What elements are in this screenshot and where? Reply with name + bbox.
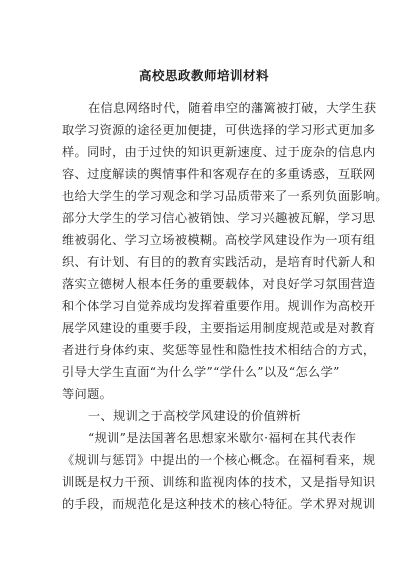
paragraph-line: 引导大学生直面“为什么学”“学什么”以及“怎么学” — [62, 365, 340, 379]
paragraph-line: 取学习资源的途径更加便捷，可供选择的学习形式更加多 — [62, 123, 376, 137]
section-heading: 一、规训之于高校学风建设的价值辨析 — [88, 409, 302, 423]
paragraph-line: 维被弱化、学习立场被模糊。高校学风建设作为一项有组 — [62, 233, 376, 247]
paragraph-line: 训既是权力干预、训练和监视肉体的技术，又是指导知识 — [62, 475, 376, 489]
paragraph-line: 等问题。 — [62, 387, 113, 401]
paragraph-line: 的手段，而规范化是这种技术的核心特征。学术界对规训 — [62, 497, 376, 511]
paragraph-line: 和个体学习自觉养成均发挥着重要作用。规训作为高校开 — [62, 299, 376, 313]
document-title: 高校思政教师培训材料 — [138, 68, 269, 83]
paragraph-line: 在信息网络时代，随着串空的藩篱被打破，大学生获 — [88, 101, 377, 115]
paragraph-line: 者进行身体约束、奖惩等显性和隐性技术相结合的方式， — [62, 343, 376, 357]
paragraph-line: 《规训与惩罚》中提出的一个核心概念。在福柯看来，规 — [62, 453, 376, 467]
paragraph-line: 展学风建设的重要手段，主要指运用制度规范或是对教育 — [62, 321, 376, 335]
paragraph-line: 容、过度解读的舆情事件和客观存在的多重诱惑，互联网 — [62, 167, 376, 181]
paragraph-line: 也给大学生的学习观念和学习品质带来了一系列负面影响。 — [62, 189, 388, 203]
paragraph-line: “规训”是法国著名思想家米歇尔·福柯在其代表作 — [88, 431, 357, 445]
paragraph-line: 织、有计划、有目的的教育实践活动，是培育时代新人和 — [62, 255, 376, 269]
paragraph-line: 落实立德树人根本任务的重要载体，对良好学习氛围营造 — [62, 277, 376, 291]
paragraph-line: 样。同时，由于过快的知识更新速度、过于庞杂的信息内 — [62, 145, 376, 159]
paragraph-line: 部分大学生的学习信心被销蚀、学习兴趣被瓦解，学习思 — [62, 211, 376, 225]
